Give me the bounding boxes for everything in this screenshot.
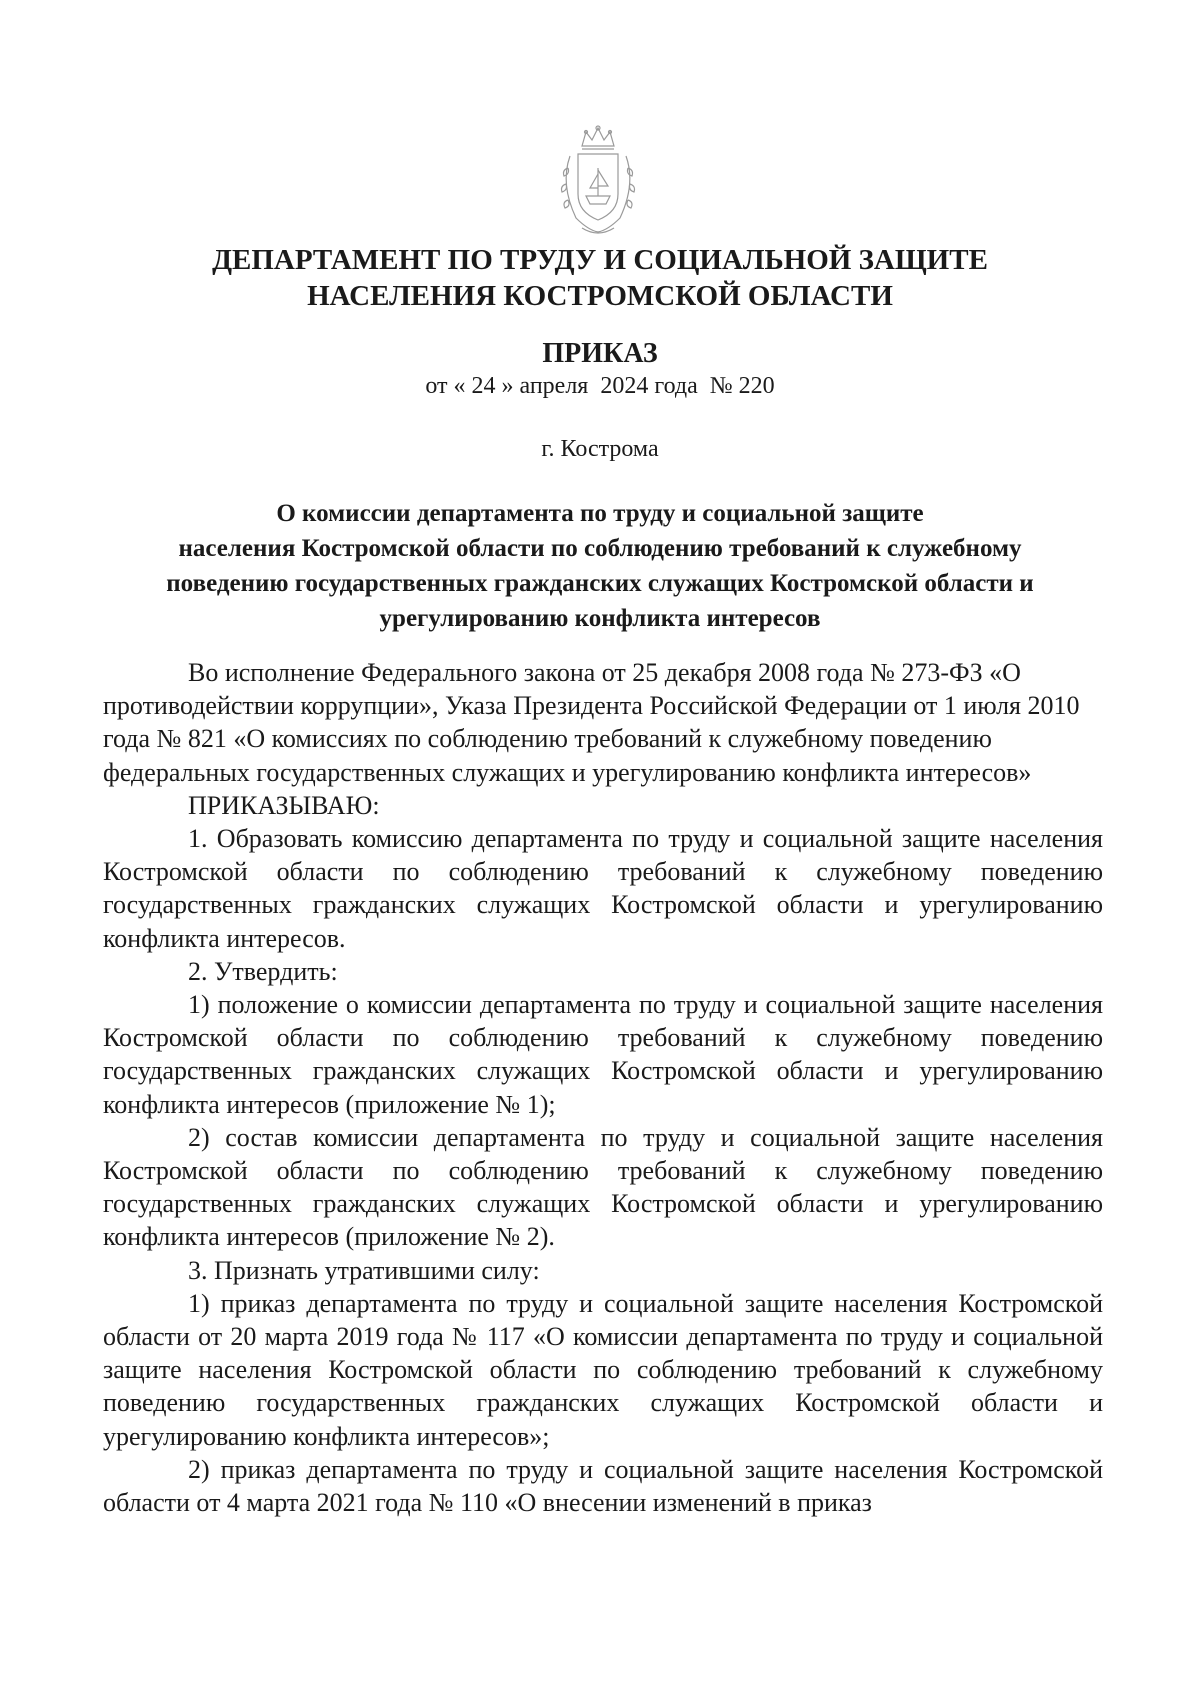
item-3-2-paragraph: 2) приказ департамента по труду и социальной защите населения Костромской области от 4 марта 2021 года № 110 «О внесении изменений в приказ [103, 1454, 1103, 1518]
order-subject-line-1: О комиссии департамента по труду и социальной защите [276, 500, 924, 527]
department-header-line-2: НАСЕЛЕНИЯ КОСТРОМСКОЙ ОБЛАСТИ [307, 280, 893, 312]
order-subject-line-2: населения Костромской области по соблюдению требований к служебному [178, 535, 1022, 562]
order-subject-line-3: поведению государственных гражданских служащих Костромской области и [166, 570, 1034, 597]
item-3-1-paragraph: 1) приказ департамента по труду и социальной защите населения Костромской области от 20 марта 2019 года № 117 «О комиссии департамента по труду и социальной защите населения Костромской области по соблюдению требований к служебному поведению государственных гражданских служащих Костромской области и урегулированию конфликта интересов»; [103, 1288, 1103, 1451]
department-header-line-1: ДЕПАРТАМЕНТ ПО ТРУДУ И СОЦИАЛЬНОЙ ЗАЩИТЕ [212, 244, 988, 276]
order-word: ПРИКАЗЫВАЮ: [188, 790, 380, 820]
order-body [103, 656, 1103, 1519]
item-2-2-paragraph: 2) состав комиссии департамента по труду и социальной защите населения Костромской области по соблюдению требований к служебному поведению государственных гражданских служащих Костромской области и урегулированию конфликта интересов (приложение № 2). [103, 1122, 1103, 1252]
coat-of-arms-emblem [548, 124, 648, 240]
order-date-number: от « 24 » апреля 2024 года № 220 [425, 373, 775, 399]
order-city: г. Кострома [541, 436, 659, 462]
preamble-paragraph: Во исполнение Федерального закона от 25 декабря 2008 года № 273-ФЗ «О противодействии коррупции», Указа Президента Российской Федерации от 1 июля 2010 года № 821 «О комиссиях по соблюдению требований к служебному поведению федеральных государственных служащих и урегулированию конфликта интересов» [103, 658, 1080, 787]
order-subject-line-4: урегулированию конфликта интересов [379, 605, 821, 632]
order-subject [100, 496, 1100, 636]
item-2-1-paragraph: 1) положение о комиссии департамента по труду и социальной защите населения Костромской области по соблюдению требований к служебному поведению государственных гражданских служащих Костромской области и урегулированию конфликта интересов (приложение № 1); [103, 990, 1103, 1119]
item-2-paragraph: 2. Утвердить: [188, 956, 338, 986]
order-title: ПРИКАЗ [542, 338, 658, 369]
department-header [0, 242, 1200, 314]
item-3-paragraph: 3. Признать утратившими силу: [188, 1255, 540, 1285]
item-1-paragraph: 1. Образовать комиссию департамента по труду и социальной защите населения Костромской области по соблюдению требований к служебному поведению государственных гражданских служащих Костромской области и урегулированию конфликта интересов. [103, 824, 1103, 953]
